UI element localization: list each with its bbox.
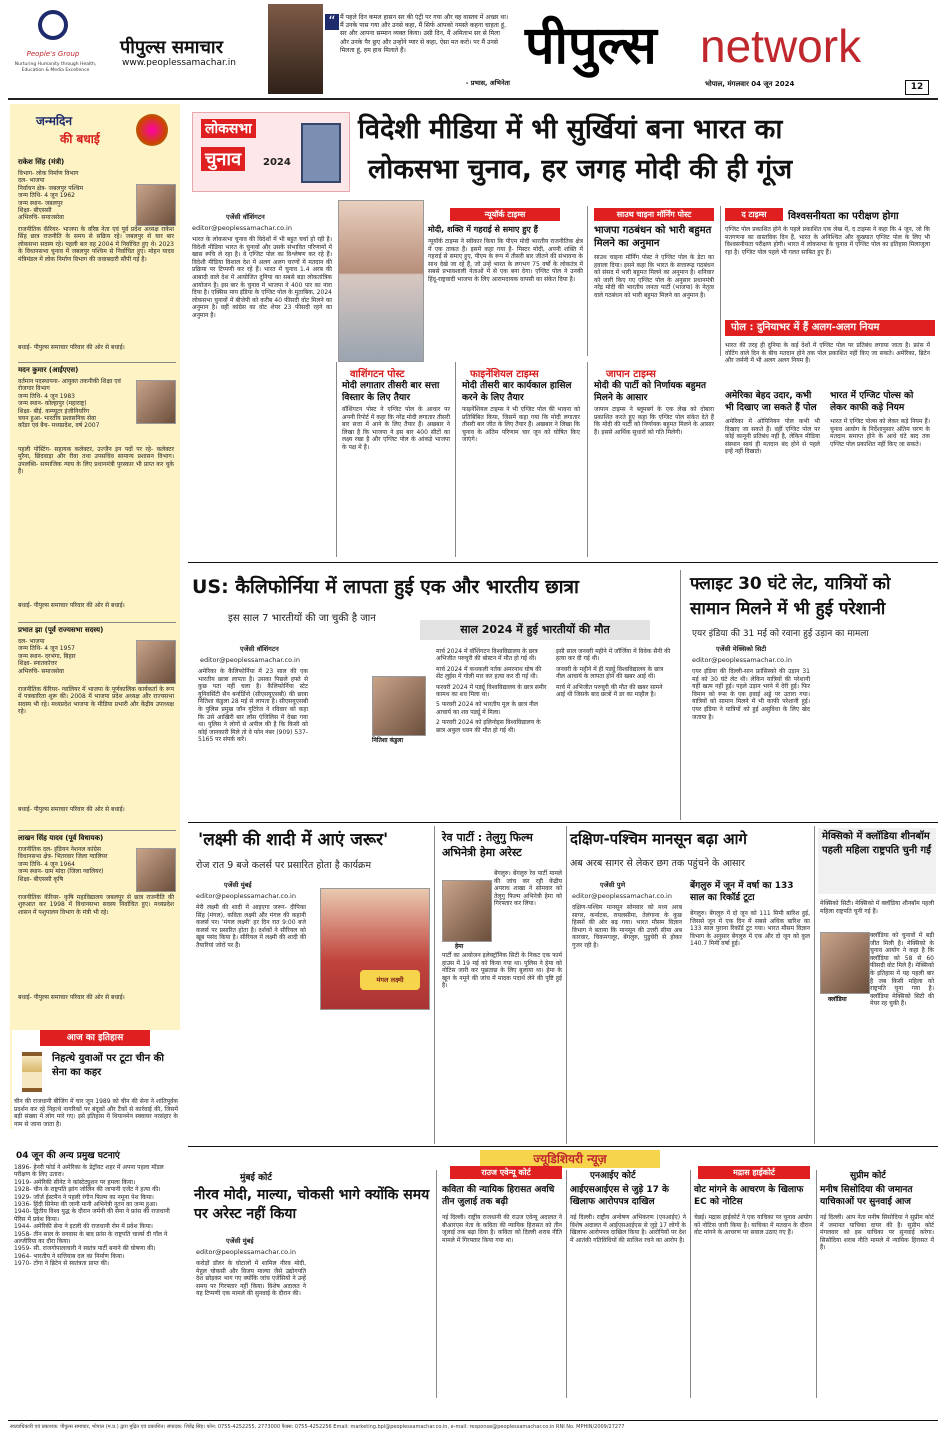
detail-line: शिक्षा- बीएससी कृषि [18, 875, 64, 883]
mexico-byline: मेक्सिको सिटी। मेक्सिको में क्लॉडिया शीनबॉम पहली महिला राष्ट्रपति चुनी गई हैं। [820, 900, 934, 915]
events-list [14, 1164, 178, 1268]
deaths-list-right [556, 648, 671, 698]
quote-author: - प्रभास, अभिनेता [465, 79, 510, 87]
lead-headline-2: लोकसभा चुनाव, हर जगह मोदी की ही गूंज [368, 154, 793, 185]
divider [587, 206, 588, 356]
flight-email: editor@peoplessamachar.co.in [692, 656, 792, 664]
person-photo [136, 848, 176, 892]
divider [814, 826, 815, 1144]
detail-line: विभाग- लोक निर्माण विभाग [18, 170, 79, 177]
detail-line: वर्तमान पदस्थापना- आयुक्त तकनीकी शिक्षा एवं रोजगार विभाग [18, 378, 121, 393]
ft-tag: फाइनेंशियल टाइम्स [470, 369, 539, 380]
birthday-title-bottom: की बधाई [60, 132, 100, 146]
death-item: इसी साल जनवरी महीने में जॉर्जिया में विवेक सैनी की हत्या कर दी गई थी। [556, 648, 671, 663]
detail-line: जन्म तिथि- 4 जून 1962 [18, 192, 75, 200]
hema-body: पार्टी का आयोजन इलेक्ट्रॉनिक सिटी के निकट एक फार्म हाउस में 19 मई को किया गया था। पुलिस ने हेमा को नोटिस जारी कर पूछताछ के लिए बुलाया था। हेमा के खून के नमूने की जांच में मादक पदार्थ लेने की पुष्टि हुई है। [442, 952, 562, 990]
person-bio: राजनीतिक कॅरियर- भाजपा के वरिष्ठ नेता एवं पूर्व प्रदेश अध्यक्ष राकेश सिंह छात्र राजनीति के समय से सक्रिय रहे। जबलपुर से चार बार लोकसभा सदस्य रहे। पहली बार वह 2004 में निर्वाचित हुए थे। 2023 के विधानसभा चुनाव में जबलपुर पश्चिम से निर्वाचित हुए। मोहन यादव मंत्रिमंडल में लोक निर्माण विभाग की जवाबदारी सौंपी गई है। [18, 226, 174, 263]
us-email: editor@peoplessamachar.co.in [200, 656, 300, 664]
pole-body: भारत की तरह ही दुनिया के कई देशों में एग्जिट पोल पर प्रतिबंध लगाया जाता है। फ्रांस में वोटिंग वाले दिन के बीच मतदान होने तक पोल प्रकाशित नहीं किए जा सकते। अमेरिका, ब्रिटेन और जर्मनी में भी अलग अलग नियम हैं। [725, 342, 930, 365]
person-photo [136, 640, 176, 684]
section-divider [188, 562, 938, 563]
hema-photo [442, 880, 492, 942]
flight-headline: फ्लाइट 30 घंटे लेट, यात्रियों को सामान मिलने में भी हुई परेशानी [690, 574, 891, 619]
divider [566, 826, 567, 1144]
death-item: 5 फरवरी 2024 को भारतीय मूल के छात्र नील आचार्य का शव पर्ड्यू में मिला। [436, 701, 538, 716]
group-name: People's Group [26, 50, 80, 58]
footer-text: स्वत्वाधिकारी एवं प्रकाशक: पीपुल्स समाचार, भोपाल (म.प्र.) द्वारा मुद्रित एवं प्रकाशित। संपादक: शिवेंद्र सिंह। फोन: 0755-4252255, 2773000 फैक्स: 0755-4252256 Email: marketing.bpl@peoplessamachar.co.in, e-mail: response@peoplessamachar.co.in RNI No. MPHIN/2009/27277 [10, 1424, 625, 1430]
person-details [18, 846, 133, 883]
divider [455, 362, 456, 557]
person-details [18, 170, 133, 222]
blr-headline: बेंगलुरु में जून में वर्षा का 133 साल का रिकॉर्ड टूटा [690, 881, 794, 903]
lakshmi-badge: मंगल लक्ष्मी [360, 970, 420, 990]
divider [18, 622, 176, 623]
hema-caption: हेमा [455, 943, 464, 950]
section-divider [188, 822, 938, 823]
event-item: 1928- चीन के राष्ट्रपति झांग जोलिन की जापानी एजेंट ने हत्या की। [14, 1186, 161, 1194]
nitisha-photo [372, 676, 426, 736]
detail-line: जन्म तिथि- 4 जून 1983 [18, 392, 75, 400]
divider [436, 1170, 437, 1398]
divider [720, 206, 721, 356]
lakshmi-byline: एजेंसी मुंबई [224, 881, 252, 889]
mumbai-body-cont [314, 1242, 432, 1392]
divider [566, 1170, 567, 1398]
nyt-body: न्यूयॉर्क टाइम्स ने स्वीकार किया कि पीएम मोदी भारतीय राजनीतिक क्षेत्र में एक ताकत हैं। इसमें कहा गया है- मिस्टर मोदी, अपनी शक्ति में गहराई से समाए हुए, पीएम के रूप में तीसरी बार जीतने की संभावना के साथ देखे जा रहे हैं, जो उन्हें भारत के लगभग 75 वर्षों के लोकतंत्र में सबसे प्रभावशाली नेताओं में से एक बना देगा। एग्जिट पोल ने उनकी हिंदू-राष्ट्रवादी भाजपा के लिए आरामदायक वापसी का संकेत दिया है। [428, 238, 583, 283]
event-item: 1919- अमेरिकी सीनेट ने कांस्टेट्यूशन पर हमला किया। [14, 1178, 136, 1186]
detail-line: जन्म स्थान- कोल्हापुर (महाराष्ट्र) [18, 400, 87, 408]
flight-body: एयर इंडिया की दिल्ली-सान फ्रांसिस्को की उड़ान 31 मई को 30 घंटे लेट थी। लेकिन यात्रियों की परेशानी यहीं खत्म नहीं हुई। पहले उड़ान भरने में देरी हुई। फिर विमान को रूस के एक हवाई अड्डे पर उतारा गया। यात्रियों को सामान मिलने में भी काफी परेशानी हुई। एयर इंडिया ने यात्रियों को हुई असुविधा के लिए खेद जताया है। [692, 668, 810, 721]
city-date: भोपाल, मंगलवार 04 जून 2024 [705, 80, 795, 88]
person-name: प्रभात झा (पूर्व राज्यसभा सदस्य) [18, 626, 104, 634]
birthday-person-3 [18, 626, 176, 826]
birthday-header [18, 110, 173, 154]
event-item: 1940- द्वितीय विश्व युद्ध के दौरान जर्मनी की सेना ने फ्रांस की राजधानी पेरिस में प्रवेश किया। [14, 1208, 170, 1223]
avenue-tag: राउज एवेन्यू कोर्ट [450, 1166, 562, 1179]
flight-sub: एयर इंडिया की 31 मई को रवाना हुई उड़ान का मामला [692, 629, 869, 639]
scmp-body: साउथ चाइना मॉर्निंग पोस्ट ने एग्जिट पोल के डेटा का हवाला दिया। इसने कहा कि भारत के सत्तारूढ़ गठबंधन को संसद में भारी बहुमत मिलने का अनुमान है। शनिवार को जारी किए गए एग्जिट पोल के अनुसार प्रधानमंत्री नरेंद्र मोदी की भारतीय जनता पार्टी (भाजपा) के नेतृत्व वाले गठबंधन को भारी बहुमत मिलने का अनुमान है। [594, 254, 714, 299]
section-divider [188, 1146, 938, 1147]
event-item: 1929- जॉर्ज ईस्टमैन ने पहली रंगीन फिल्म का नमूना पेश किया। [14, 1193, 154, 1201]
blr-body: बेंगलुरु। बेंगलुरु में दो जून को 111 मिमी बारिश हुई, जिससे जून में एक दिन में सबसे अधिक बारिश का 133 साल पुराना रिकॉर्ड टूट गया। भारत मौसम विज्ञान विभाग के अनुसार बेंगलुरु में एक और दो जून को कुल 140.7 मिमी वर्षा हुई। [690, 910, 810, 948]
madras-body: चेन्नई। मद्रास हाईकोर्ट ने एक याचिका पर चुनाव आयोग को नोटिस जारी किया है। याचिका में मतदान के दौरान वोट मांगने के आचरण पर सवाल उठाए गए हैं। [694, 1214, 812, 1237]
hourglass-icon [22, 1052, 42, 1092]
masthead-title-latin: network [700, 20, 862, 72]
footer-rule [8, 1420, 938, 1421]
us-body: अमेरिका के कैलिफोर्निया में 23 साल की एक भारतीय छात्रा लापता है। उसका पिछले हफ्ते से कुछ पता नहीं चला है। कैलिफोर्निया स्टेट यूनिवर्सिटी सैन बर्नार्डिनो (सीएसयूएसबी) की छात्रा नितिशा कंडुला 28 मई से लापता है। सीएसयूएसबी के पुलिस प्रमुख जॉन गुटिरेज ने रविवार को कहा कि उसे आखिरी बार लॉस एंजिलिस में देखा गया था। पुलिस ने लोगों से अपील की है कि किसी को कोई जानकारी मिले तो वे फोन नंबर (909) 537-5165 पर संपर्क करें। [198, 668, 308, 744]
person-name: लाखन सिंह यादव (पूर्व विधायक) [18, 834, 104, 842]
detail-line: राजनीतिक दल- इंडियन नेशनल कांग्रेस [18, 846, 101, 853]
detail-line: अभिरुचि- समाजसेवा [18, 214, 64, 222]
madras-headline: वोट मांगने के आचरण के खिलाफ EC को नोटिस [694, 1185, 804, 1207]
site-url[interactable]: www.peoplessamachar.in [122, 58, 236, 68]
divider [680, 570, 681, 820]
detail-line: चयन हुआ- भारतीय प्रशासनिक सेवा [18, 415, 96, 423]
event-item: 1896- हेनरी फोर्ड ने अमेरिका के डेट्रॉयट शहर में अपना पहला मॉडल परीक्षण के लिए उतारा। [14, 1164, 164, 1179]
divider [336, 362, 337, 557]
lakshmi-photo [320, 888, 430, 1010]
mumbai-tag: मुंबई कोर्ट [240, 1173, 272, 1183]
mexico-headline: मेक्सिको में क्लॉडिया शीनबॉम पहली महिला राष्ट्रपति चुनी गईं [822, 831, 932, 856]
mexico-body-cont [820, 1005, 934, 1135]
election-logo [192, 112, 350, 192]
pole-sub2-body: भारत में एग्जिट पोल्स को लेकर कड़े नियम हैं। चुनाव आयोग के निर्देशानुसार अंतिम चरण के मतदान समाप्त होने के आधे घंटे बाद तक एग्जिट पोल प्रकाशित नहीं किए जा सकते। [830, 418, 930, 448]
detail-line: शिक्षा- स्नातकोत्तर [18, 660, 57, 668]
mumbai-byline: एजेंसी मुंबई [226, 1237, 254, 1245]
detail-line: शिक्षा- बीई. कम्प्यूटर इंजीनियरिंग [18, 407, 90, 415]
death-item: मार्च में अभिजीत परुचुरी की मौत की खबर सामने आई थी जिसके बाद छात्रों में डर का माहौल है। [556, 683, 663, 699]
lead-intro: भारत के लोकसभा चुनाव की विदेशों में भी बहुत चर्चा हो रही है। विदेशी मीडिया भारत के चुनावों और उसके संभावित परिणामों में खास रूचि ले रहा है। वे एग्जिट पोल का विश्लेषण कर रहे हैं। विदेशी मीडिया विशाल देश में अलग अलग चरणों में मतदान की प्रक्रिया पर टिप्पणी कर रहे हैं। भारत में चुनाव 1.4 अरब की आबादी वाले देश में आयोजित दुनिया का सबसे बड़ा लोकतांत्रिक आयोजन है। इस बार के चुनाव में भाजपा ने 400 पार का नारा दिया है। एक्सिस माय इंडिया के एग्जिट पोल के मुताबिक, 2024 लोकसभा चुनावों में बीजेपी को करीब 40 फीसदी वोट मिलने का अनुमान है। वहीं कांग्रेस का वोट शेयर 23 फीसदी रहने का अनुमान है। [192, 236, 332, 319]
prabhas-quote: मैं पहले दिन कमल हासन सर की एंट्री पर गया और वह वास्तव में अच्छा था। मैं उनके पास गया और उनसे कहा, मैं सिर्फ आपको नमस्ते कहना चाहता हूं, सर और आपना सम्मान व्यक्त किया। उसी दिन, मैं अमिताभ सर से मिला और उनके पैर छुए और उन्होंने प्यार से कहा, ऐसा मत करो। पर मैं उनसे मिलता हूं, हम हाथ मिलाते हैं। [340, 14, 509, 54]
mumbai-headline: नीरव मोदी, माल्या, चोकसी भागे क्योंकि समय पर अरेस्ट नहीं किया [194, 1187, 430, 1222]
person-photo [136, 380, 176, 424]
monsoon-body: दक्षिण-पश्चिम मानसून सोमवार को मध्य अरब सागर, कर्नाटक, रायलसीमा, तेलंगाना के कुछ हिस्सों की ओर बढ़ गया। भारत मौसम विज्ञान विभाग ने बताया कि मानसून की उत्तरी सीमा अब कारवार, चिकमगलूर, बेंगलुरु, पुडुचेरी से होकर गुजर रही है। [572, 904, 682, 949]
death-item: मार्च 2024 में वॉशिंगटन विश्वविद्यालय के छात्र अभिजीत परुचुरी की बोस्टन में मौत हो गई थी। [436, 648, 538, 663]
pole-sub1-body: अमेरिका में ओपिनियन पोल कभी भी दिखाए जा सकते हैं। वहीं एग्जिट पोल पर कोई कानूनी प्रतिबंध नहीं है, लेकिन मीडिया संस्थान स्वयं ही मतदान बंद होने से पहले इन्हें नहीं दिखाते। [725, 418, 820, 456]
detail-line: जन्म स्थान- दरभंगा, बिहार [18, 652, 76, 660]
death-item: 2 फरवरी 2024 को इलिनोइस विश्वविद्यालय के छात्र अकुल धवन की मौत हो गई थी। [436, 719, 541, 734]
person-details [18, 638, 133, 675]
mumbai-body: करोड़ों डॉलर के घोटालों में शामिल नीरव मोदी, मेहुल चोकसी और विजय माल्या जैसे उद्योगपति देश छोड़कर भाग गए क्योंकि जांच एजेंसियों ने उन्हें समय पर गिरफ्तार नहीं किया। विशेष अदालत ने यह टिप्पणी एक मामले की सुनवाई के दौरान की। [196, 1260, 306, 1298]
lakshmi-body-cont [320, 1012, 430, 1137]
detail-line: अभिरुचि- समाजसेवा [18, 667, 64, 675]
lakshmi-headline: 'लक्ष्मी की शादी में आएं जरूर' [198, 830, 389, 850]
judiciary-band: ज्यूडिशियरी न्यूज़ [480, 1150, 660, 1168]
divider [18, 830, 176, 831]
nyt-tag: न्यूयॉर्क टाइम्स [450, 208, 560, 221]
detail-line: जन्म तिथि- 4 जून 1964 [18, 860, 75, 868]
person-bio: राजनीतिक कॅरियर- ग्वालियर में भाजपा के पूर्णकालिक कार्यकर्ता के रूप में पत्रकारिता शुरू की। 2008 में भाजपा प्रदेश अध्यक्ष और राज्यसभा सदस्य भी रहे। मध्यप्रदेश भाजपा के मीडिया प्रभारी और केंद्रीय उपाध्यक्ष रहे। [18, 686, 174, 716]
death-item: मार्च 2024 में कथकली नर्तक अमरनाथ घोष की सेंट लुईस में गोली मार कर हत्या कर दी गई थी। [436, 665, 542, 681]
peoples-group-logo [38, 10, 68, 40]
person-wish: बधाई- पीपुल्स समाचार परिवार की ओर से बधाई। [18, 806, 125, 813]
wapo-headline: मोदी लगातार तीसरी बार सत्ता विस्तार के लिए तैयार [342, 381, 440, 403]
person-wish: बधाई- पीपुल्स समाचार परिवार की ओर से बधाई। [18, 994, 125, 1001]
brand-small: पीपुल्स समाचार [120, 37, 223, 58]
claudia-caption: क्लॉडिया [828, 996, 847, 1003]
monsoon-byline: एजेंसी पुणे [600, 881, 626, 889]
masthead-rule [8, 98, 938, 100]
deaths-title: साल 2024 में हुई भारतीयों की मौत [420, 620, 650, 640]
quote-mark-icon: “ [325, 14, 339, 30]
pole-sub2: भारत में एग्जिट पोल्स को लेकर काफी कड़े नियम [830, 391, 914, 413]
birthday-person-2 [18, 366, 176, 616]
nia-tag: एनआईए कोर्ट [590, 1171, 636, 1181]
divider [434, 826, 435, 1144]
detail-line: दल- भाजपा [18, 177, 45, 185]
history-body: चीन की राजधानी बीजिंग में चार जून 1989 को चीन की सेना ने शांतिपूर्वक प्रदर्शन कर रहे निहत्थे नागरिकों पर बंदूकों और टैंकों से कार्रवाई की, जिसमें बड़ी संख्या में लोग मारे गए। इसे इतिहास में थियानमेन स्क्वायर नरसंहार के नाम से जाना जाता है। [14, 1098, 178, 1128]
lead-headline-1: विदेशी मीडिया में भी सुर्खियां बना भारत का [358, 114, 783, 145]
lakshmi-body: मेरी लक्ष्मी की शादी में आइएगा जरूर- दीपिका सिंह (मंगल), कविता लक्ष्मी और मंगल की कहानी कलर्स पर। 'मंगल लक्ष्मी' हर दिन रात 9:00 बजे कलर्स पर प्रसारित होता है। दर्शकों ने सीरियल को खूब पसंद किया है। सीरियल में लक्ष्मी की शादी की तैयारियां जोरों पर हैं। [196, 904, 306, 949]
birthday-title-top: जन्मदिन [36, 114, 73, 128]
divider [587, 362, 588, 557]
detail-line: दल- भाजपा [18, 638, 45, 645]
monsoon-headline: दक्षिण-पश्चिम मानसून बढ़ा आगे [570, 830, 747, 848]
event-item: 1959- सी. राजगोपालाचारी ने स्वतंत्र पार्टी बनाने की घोषणा की। [14, 1245, 156, 1253]
detail-line: शिक्षा- बीएससी [18, 207, 52, 215]
event-item: 1936- हिंदी सिनेमा की जानी मानी अभिनेत्री नूतन का जन्म हुआ। [14, 1201, 158, 1209]
monsoon-sub: अब अरब सागर से लेकर छग तक पहुंचने के आसार [570, 858, 745, 869]
logo-bottom: चुनाव [201, 147, 245, 171]
page-number: 12 [905, 80, 929, 95]
logo-year: 2024 [263, 157, 291, 168]
event-item: 1958- तीन साल के वनवास के बाद फ्रांस के राष्ट्रपति चार्ल्स दी गॉल ने अल्जीरिया का दौरा किया। [14, 1230, 168, 1246]
lead-email: editor@peoplessamachar.co.in [192, 224, 292, 232]
scmp-headline: भाजपा गठबंधन को भारी बहुमत मिलने का अनुमान [594, 225, 712, 249]
japan-headline: मोदी की पार्टी को निर्णायक बहुमत मिलने के आसार [594, 381, 707, 403]
detail-line: विधानसभा क्षेत्र- भितरवार जिला ग्वालियर [18, 853, 108, 861]
person-details [18, 378, 133, 430]
madras-tag: मद्रास हाईकोर्ट [698, 1166, 810, 1179]
nyt-headline: मोदी, शक्ति में गहराई से समाए हुए हैं [428, 225, 538, 234]
hema-byline: बेंगलुरु। बेंगलुरु रेव पार्टी मामले की जांच कर रही केंद्रीय अपराध शाखा ने सोमवार को तेलुगु फिल्म अभिनेत्री हेमा को गिरफ्तार कर लिया। [494, 870, 562, 908]
wapo-tag: वाशिंगटन पोस्ट [350, 369, 405, 380]
flight-body-cont [818, 650, 933, 815]
detail-line: कॉडर एवं बैच- मध्यप्रदेश, वर्ष 2007 [18, 422, 100, 430]
person-photo [136, 184, 176, 226]
history-title: आज का इतिहास [40, 1030, 150, 1046]
history-box [12, 1030, 180, 1415]
japan-body: जापान टाइम्स ने ब्लूमबर्ग के एक लेख को दोबारा प्रकाशित करते हुए कहा कि एग्जिट पोल संकेत देते हैं कि मोदी की पार्टी को निर्णायक बहुमत मिलने के आसार हैं। इससे आर्थिक सुधारों को गति मिलेगी। [594, 406, 714, 436]
monsoon-email: editor@peoplessamachar.co.in [572, 892, 672, 900]
ft-headline: मोदी तीसरी बार कार्यकाल हासिल करने के लिए तैयार [462, 381, 572, 403]
scmp-tag: साउथ चाइना मॉर्निंग पोस्ट [594, 208, 714, 221]
flight-byline: एजेंसी मेक्सिको सिटी [716, 645, 767, 653]
person-wish: बधाई- पीपुल्स समाचार परिवार की ओर से बधाई। [18, 602, 125, 609]
events-title: 04 जून की अन्य प्रमुख घटनाएं [16, 1151, 120, 1161]
logo-top: लोकसभा [201, 119, 256, 138]
divider [18, 362, 176, 363]
us-byline: एजेंसी वॉशिंगटन [240, 645, 279, 653]
person-bio: राजनीतिक कॅरियर- कृषि महाविद्यालय जबलपुर से छात्र राजनीति की शुरुआत कर 1998 में विधानसभा सदस्य निर्वाचित हुए। मध्यप्रदेश शासन में पशुपालन विभाग के मंत्री भी रहे। [18, 894, 174, 916]
death-item: फरवरी 2024 में पर्ड्यू विश्वविद्यालय के छात्र समीर कामथ का शव मिला था। [436, 683, 547, 699]
prabhas-photo [268, 4, 323, 94]
person-name: मदन कुमार (आईएएस) [18, 366, 79, 374]
sc-headline: मनीष सिसोदिया की जमानत याचिकाओं पर सुनवाई आज [820, 1185, 913, 1207]
pole-sub1: अमेरिका बेहद उदार, कभी भी दिखाए जा सकते हैं पोल [725, 391, 817, 413]
divider [816, 1170, 817, 1398]
birthday-person-1 [18, 158, 176, 358]
death-item: जनवरी के महीने में ही पर्ड्यू विश्वविद्यालय के छात्र नील आचार्य के लापता होने की खबर आई थी। [556, 665, 664, 681]
times-headline: विश्वसनीयता का परीक्षण होगा [788, 211, 899, 222]
claudia-photo [820, 932, 870, 994]
detail-line: जन्म स्थान- ग्राम मांदा (जिला ग्वालियर) [18, 868, 104, 876]
ft-body: फाइनेंशियल टाइम्स ने भी एग्जिट पोल की भावना को प्रतिबिंबित किया, जिसमें कहा गया कि मोदी लगातार तीसरी बार जीत के लिए तैयार हैं। अखबार ने लिखा कि चुनाव के अंतिम परिणाम चार जून को घोषित किए जाएंगे। [462, 406, 580, 444]
hema-headline: रेव पार्टी : तेलुगु फिल्म अभिनेत्री हेमा अरेस्ट [442, 831, 533, 859]
us-sub: इस साल 7 भारतीयों की जा चुकी है जान [228, 613, 376, 624]
sc-body: नई दिल्ली। आप नेता मनीष सिसोदिया ने सुप्रीम कोर्ट में जमानत याचिका दायर की है। सुप्रीम कोर्ट मंगलवार को इस याचिका पर सुनवाई करेगा। सिसोदिया शराब नीति मामले में न्यायिक हिरासत में हैं। [820, 1214, 934, 1252]
nia-headline: आईएसआईएस से जुड़े 17 के खिलाफ आरोपपत्र दाखिल [570, 1185, 669, 1207]
history-headline: निहत्थे युवाओं पर टूटा चीन की सेना का कहर [52, 1053, 164, 1078]
person-wish: बधाई- पीपुल्स समाचार परिवार की ओर से बधाई। [18, 344, 125, 351]
event-item: 1964- भारतीय ने सत्तियाब दल का निर्माण किया। [14, 1252, 125, 1260]
avenue-body: नई दिल्ली। राष्ट्रीय राजधानी की राउज एवेन्यू अदालत ने बीआरएस नेता के कविता की न्यायिक हिरासत को तीन जुलाई तक बढ़ा दिया है। कविता को दिल्ली शराब नीति मामले में गिरफ्तार किया गया था। [442, 1214, 562, 1244]
wapo-body: वॉशिंगटन पोस्ट ने एग्जिट पोल के आधार पर अपनी रिपोर्ट में कहा कि नरेंद्र मोदी लगातार तीसरी बार सत्ता में आने के लिए तैयार हैं। अखबार ने लिखा है कि भाजपा ने इस बार 400 सीटों का लक्ष्य रखा है और एग्जिट पोल के आंकड़े भाजपा के पक्ष में हैं। [342, 406, 450, 451]
deaths-list-left [436, 648, 548, 734]
us-headline: US: कैलिफोर्निया में लापता हुई एक और भारतीय छात्रा [192, 576, 579, 598]
divider [690, 1170, 691, 1398]
group-tagline: Nurturing Humanity through Health, Education & Media Excellence [14, 62, 97, 73]
times-tag: द टाइम्स [725, 208, 783, 221]
mumbai-email: editor@peoplessamachar.co.in [196, 1248, 296, 1256]
avenue-headline: कविता की न्यायिक हिरासत अवधि तीन जुलाई तक बढ़ी [442, 1185, 555, 1207]
sc-tag: सुप्रीम कोर्ट [850, 1171, 886, 1181]
birthday-person-4 [18, 834, 176, 1034]
lead-byline: एजेंसी वॉशिंगटन [226, 213, 265, 221]
detail-line: जन्म तिथि- 4 जून 1957 [18, 645, 75, 653]
times-body: एग्जिट पोल प्रकाशित होने के पहले प्रकाशित एक लेख में, द टाइम्स ने कहा कि 4 जून, जो कि मतगणना का वास्तविक दिन है, भारत के अनिश्चित और कुख्यात एग्जिट पोल के लिए भी विश्वसनीयता परीक्षण होगी। भारत में लोकसभा के चुनाव में एग्जिट पोल का इतिहास मिलाजुला रहा है। एग्जिट पोल पहले भी गलत साबित हुए हैं। [725, 226, 930, 256]
nia-body: नई दिल्ली। राष्ट्रीय अन्वेषण अभिकरण (एनआईए) ने विशेष अदालत में आईएसआईएस से जुड़े 17 लोगों के खिलाफ आरोपपत्र दाखिल किया है। आरोपियों पर देश में आतंकी गतिविधियों की साजिश रचने का आरोप है। [570, 1214, 686, 1244]
flowers-icon [136, 114, 168, 146]
lakshmi-email: editor@peoplessamachar.co.in [196, 892, 296, 900]
detail-line: निर्वाचन क्षेत्र- जबलपुर पश्चिम [18, 184, 84, 192]
mexico-body: क्लॉडिया को चुनावों में बड़ी जीत मिली है। मेक्सिको के चुनाव आयोग ने कहा है कि क्लॉडिया को 58 से 60 फीसदी वोट मिले हैं। मेक्सिको के इतिहास में यह पहली बार है जब किसी महिला को राष्ट्रपति चुना गया है। क्लॉडिया मेक्सिको सिटी की मेयर रह चुकी हैं। [870, 932, 934, 1008]
masthead-title-hindi: पीपुल्स [525, 16, 657, 76]
person-bio: पहली पोस्टिंग- सहायक कलेक्टर, उज्जैन इन पदों पर रहे- कलेक्टर मुरैना, छिंदवाड़ा और रीवा तथा उपसचिव सामान्य प्रशासन विभाग। उपलब्धि- सामाजिक न्याय के लिए प्रधानमंत्री पुरस्कार भी प्राप्त कर चुके हैं। [18, 446, 174, 476]
japan-tag: जापान टाइम्स [606, 369, 656, 380]
masthead [0, 0, 945, 100]
nitisha-caption: नितिशा कंडुला [372, 737, 404, 744]
detail-line: जन्म स्थान- जबलपुर [18, 199, 63, 207]
person-name: राकेश सिंह (मंत्री) [18, 158, 65, 166]
modi-photo [338, 200, 424, 362]
event-item: 1944- अमेरिकी सेना ने इटली की राजधानी रोम में प्रवेश किया। [14, 1223, 153, 1231]
pole-band: पोल : दुनियाभर में हैं अलग-अलग नियम [725, 320, 935, 336]
event-item: 1970- टोंगा ने ब्रिटेन से स्वतंत्रता प्राप्त की। [14, 1260, 110, 1268]
lakshmi-sub: रोज रात 9 बजे कलर्स पर प्रसारित होता है कार्यक्रम [196, 860, 372, 871]
evm-icon [301, 123, 341, 183]
